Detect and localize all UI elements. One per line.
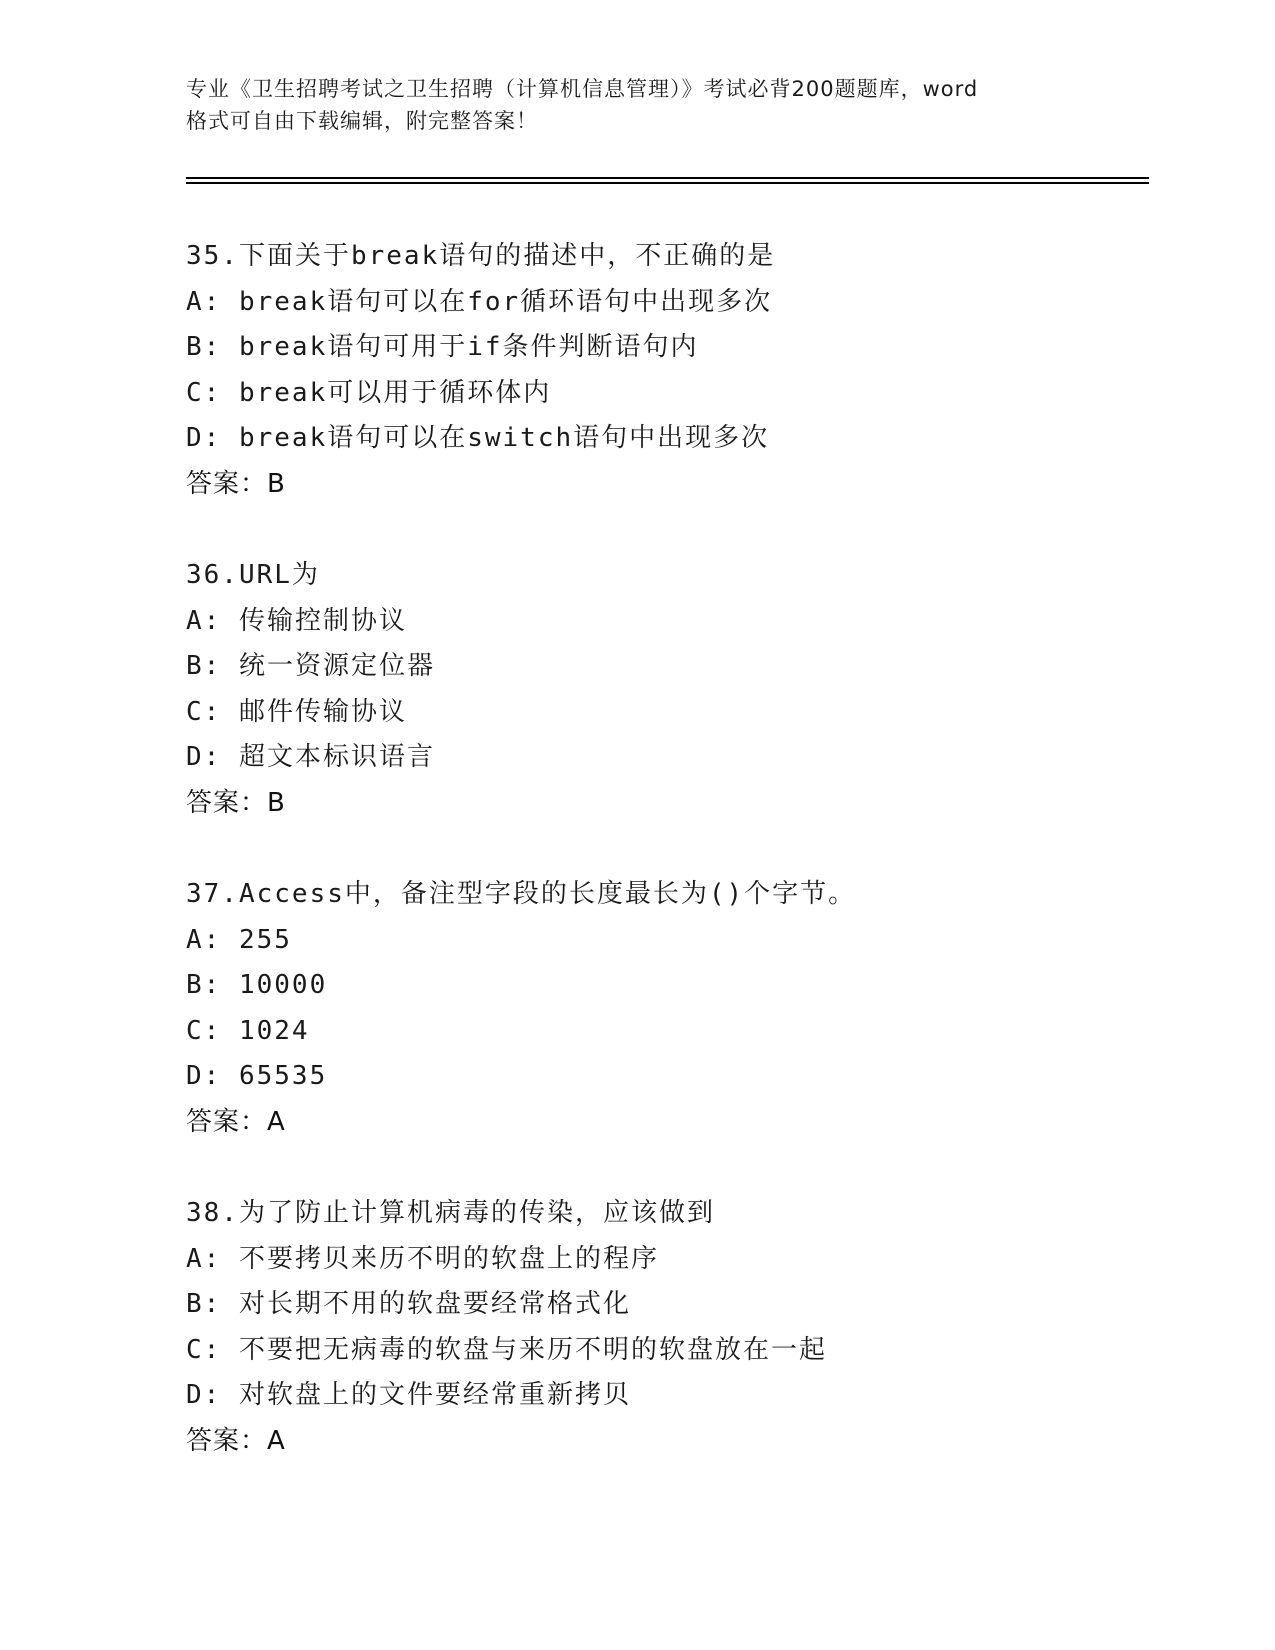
question-stem: 35.下面关于break语句的描述中，不正确的是 <box>186 241 776 271</box>
option-a: A: 255 <box>186 924 292 955</box>
document-header <box>186 73 1086 137</box>
option-d: D: 对软盘上的文件要经常重新拷贝 <box>186 1380 631 1410</box>
option-c: C: break可以用于循环体内 <box>186 377 552 408</box>
option-b: B: 对长期不用的软盘要经常格式化 <box>186 1289 631 1319</box>
answer-key: 答案：A <box>186 1425 286 1456</box>
option-b: B: 统一资源定位器 <box>186 651 435 681</box>
option-b: B: break语句可用于if条件判断语句内 <box>186 332 699 362</box>
question-block <box>186 1191 1136 1464</box>
option-a: A: 传输控制协议 <box>186 605 407 636</box>
option-d: D: break语句可以在switch语句中出现多次 <box>186 423 770 453</box>
answer-key: 答案：B <box>186 468 286 499</box>
option-a: A: 不要拷贝来历不明的软盘上的程序 <box>186 1243 659 1274</box>
header-divider-top <box>186 177 1149 179</box>
question-stem: 36.URL为 <box>186 560 320 590</box>
option-c: C: 1024 <box>186 1015 310 1046</box>
question-block <box>186 872 1136 1145</box>
option-a: A: break语句可以在for循环语句中出现多次 <box>186 286 773 317</box>
option-b: B: 10000 <box>186 970 328 1000</box>
option-d: D: 65535 <box>186 1061 328 1091</box>
question-block <box>186 553 1136 826</box>
question-block <box>186 234 1136 507</box>
answer-key: 答案：B <box>186 787 286 818</box>
option-c: C: 邮件传输协议 <box>186 696 407 727</box>
header-divider-bottom <box>186 182 1149 184</box>
header-line-2: 格式可自由下载编辑，附完整答案！ <box>186 109 538 133</box>
header-line-1: 专业《卫生招聘考试之卫生招聘（计算机信息管理）》考试必背200题题库，word <box>186 77 979 101</box>
option-d: D: 超文本标识语言 <box>186 742 435 772</box>
answer-key: 答案：A <box>186 1106 286 1137</box>
question-stem: 38.为了防止计算机病毒的传染，应该做到 <box>186 1198 715 1228</box>
option-c: C: 不要把无病毒的软盘与来历不明的软盘放在一起 <box>186 1334 827 1365</box>
question-stem: 37.Access中，备注型字段的长度最长为()个字节。 <box>186 879 857 909</box>
